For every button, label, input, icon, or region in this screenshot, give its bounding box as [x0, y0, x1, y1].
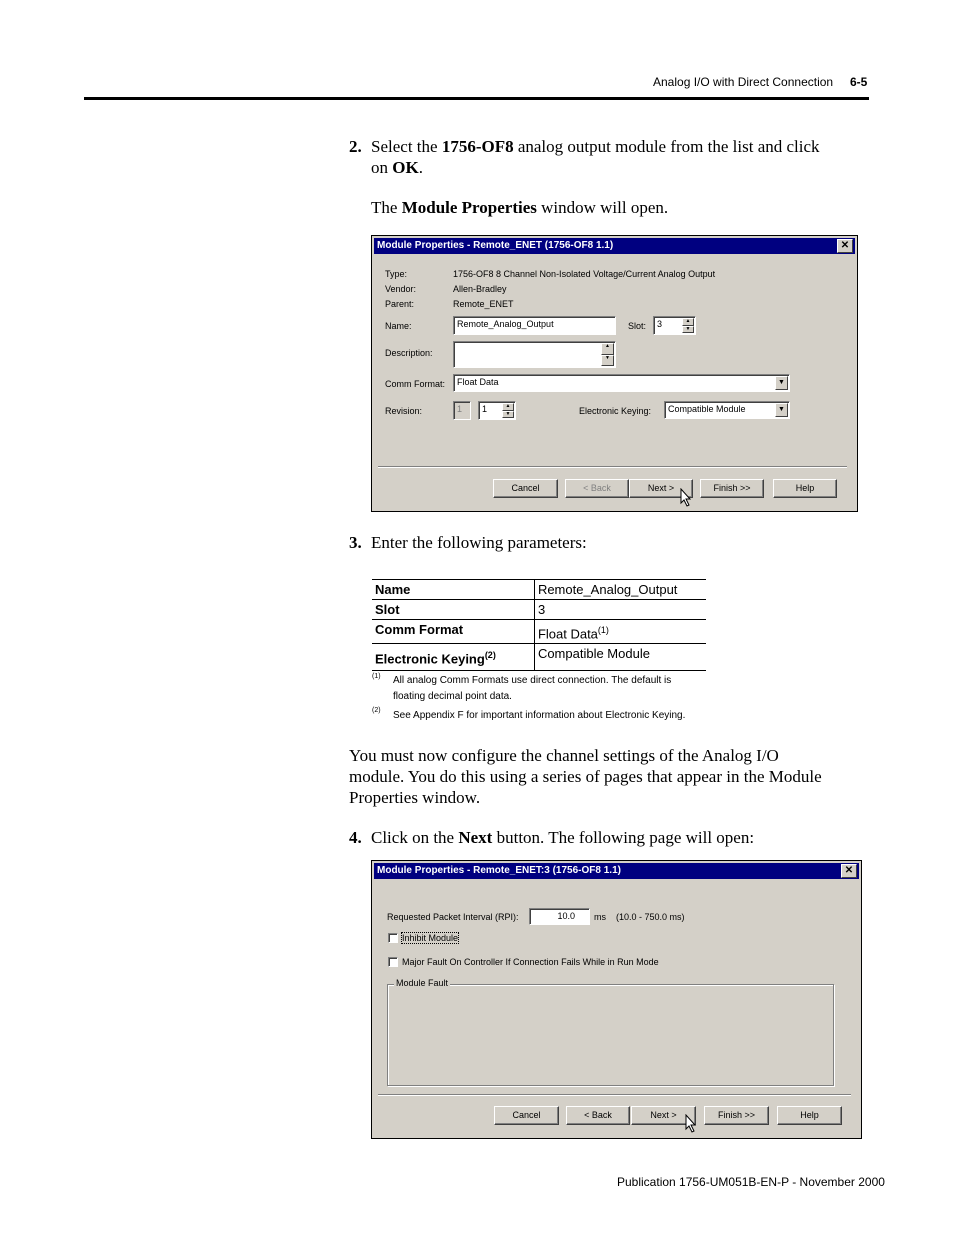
param-value: 3 [534, 600, 706, 620]
spin-up-icon[interactable]: ▲ [682, 318, 694, 326]
step-2-line1: Select the 1756-OF8 analog output module from the list and click [371, 137, 820, 156]
module-fault-group [387, 978, 834, 1086]
param-value: Compatible Module [534, 644, 706, 671]
rpi-input[interactable]: 10.0 [529, 908, 590, 925]
spin-down-icon[interactable]: ▼ [682, 326, 694, 334]
type-label: Type: [385, 269, 408, 279]
table-row [372, 620, 706, 644]
revision-minor-stepper[interactable] [478, 401, 516, 420]
publication-footer: Publication 1756-UM051B-EN-P - November 2000 [617, 1175, 885, 1189]
step-2-number: 2. [349, 137, 362, 156]
table-row [372, 644, 706, 671]
inhibit-module-label[interactable]: Inhibit Module [402, 933, 459, 943]
step-4 [349, 827, 869, 849]
footnote-2-mark: (2) [372, 707, 381, 714]
dialog-2-title: Module Properties - Remote_ENET:3 (1756-OF8 1.1) [377, 865, 621, 876]
comm-format-label: Comm Format: [385, 379, 446, 389]
param-value: Float Data$^{(1)}$ [534, 620, 706, 644]
param-key: Name [372, 580, 534, 600]
back-button[interactable]: < Back [565, 479, 629, 498]
description-input[interactable] [453, 341, 616, 368]
slot-label: Slot: [628, 321, 647, 331]
finish-button[interactable]: Finish >> [704, 1106, 769, 1125]
dialog-1-title: Module Properties - Remote_ENET (1756-OF8 1.1) [377, 240, 614, 251]
rpi-range: (10.0 - 750.0 ms) [616, 912, 685, 922]
close-icon[interactable]: ✕ [841, 864, 857, 878]
footnote-1-line2: floating decimal point data. [393, 691, 512, 702]
param-key: Electronic Keying$^{(2)}$ [372, 644, 534, 671]
revision-label: Revision: [385, 406, 423, 416]
chevron-down-icon[interactable]: ▼ [775, 376, 788, 390]
step-2-note: The Module Properties window will open. [371, 198, 669, 217]
channel-settings-paragraph: You must now configure the channel settings of the Analog I/O module. You do this using a series of pages that appear in the Module Properties window. [349, 746, 822, 807]
comm-format-select[interactable] [453, 374, 790, 392]
next-button[interactable]: Next > [629, 479, 693, 498]
rpi-unit: ms [594, 912, 606, 922]
step-2-line2: on OK. [371, 158, 423, 177]
cancel-button[interactable]: Cancel [494, 1106, 559, 1125]
revision-spin-buttons[interactable] [502, 403, 514, 418]
revision-minor-value: 1 [482, 404, 488, 414]
dialog-1-separator [378, 466, 847, 468]
step-3 [349, 532, 869, 554]
step-3-number: 3. [349, 533, 362, 552]
type-value: 1756-OF8 8 Channel Non-Isolated Voltage/Current Analog Output [453, 269, 716, 279]
step-3-text: Enter the following parameters: [371, 533, 587, 552]
table-row [372, 600, 706, 620]
cancel-button[interactable]: Cancel [493, 479, 558, 498]
header-section: Analog I/O with Direct Connection [653, 75, 834, 89]
footnote-1-mark: (1) [372, 673, 381, 680]
footnote-2-line1: See Appendix F for important information about Electronic Keying. [393, 710, 686, 721]
vendor-value: Allen-Bradley [453, 284, 507, 294]
module-fault-label: Module Fault [396, 978, 449, 988]
page-number: 6-5 [850, 75, 868, 89]
description-label: Description: [385, 348, 433, 358]
name-label: Name: [385, 321, 412, 331]
param-key: Comm Format [372, 620, 534, 644]
rpi-label: Requested Packet Interval (RPI): [387, 912, 519, 922]
spin-up-icon[interactable]: ▲ [502, 403, 514, 411]
module-id: 1756-OF8 [441, 137, 514, 156]
parent-label: Parent: [385, 299, 415, 309]
name-input[interactable]: Remote_Analog_Output [453, 316, 616, 335]
spin-down-icon[interactable]: ▼ [502, 411, 514, 419]
help-button[interactable]: Help [773, 479, 837, 498]
footnote-ref-1: (1) [597, 625, 609, 635]
scroll-up-icon[interactable]: ▲ [601, 343, 614, 355]
dialog-2-title-bar [374, 863, 859, 879]
mouse-pointer-icon [680, 488, 692, 508]
electronic-keying-select[interactable] [664, 401, 790, 419]
scroll-down-icon[interactable]: ▼ [601, 355, 614, 367]
param-key: Slot [372, 600, 534, 620]
slot-stepper[interactable] [653, 316, 696, 335]
revision-major-input: 1 [453, 401, 471, 420]
mouse-pointer-icon [685, 1114, 697, 1134]
param-value: Remote_Analog_Output [534, 580, 706, 600]
header-rule [84, 97, 869, 100]
vendor-label: Vendor: [385, 284, 417, 294]
major-fault-label[interactable]: Major Fault On Controller If Connection Fails While in Run Mode [402, 957, 659, 967]
module-properties-dialog-1 [371, 235, 858, 512]
dialog-2-separator [378, 1094, 851, 1096]
finish-button[interactable]: Finish >> [700, 479, 764, 498]
footnote-1-line1: All analog Comm Formats use direct connection. The default is [393, 675, 672, 686]
step-4-number: 4. [349, 828, 362, 847]
description-scrollbar[interactable] [601, 343, 614, 366]
parent-value: Remote_ENET [453, 299, 514, 309]
parameters-table [372, 579, 706, 671]
next-button[interactable]: Next > [631, 1106, 696, 1125]
table-row [372, 580, 706, 600]
footnote-ref-2: (2) [484, 650, 496, 661]
module-properties-dialog-2 [371, 860, 862, 1139]
inhibit-module-checkbox[interactable] [388, 933, 398, 943]
electronic-keying-value: Compatible Module [668, 404, 746, 414]
chevron-down-icon[interactable]: ▼ [775, 403, 788, 417]
slot-spin-buttons[interactable] [682, 318, 694, 333]
back-button[interactable]: < Back [566, 1106, 630, 1125]
help-button[interactable]: Help [777, 1106, 842, 1125]
dialog-1-title-bar [374, 238, 855, 254]
comm-format-value: Float Data [457, 377, 499, 387]
major-fault-checkbox[interactable] [388, 957, 398, 967]
running-header [653, 75, 833, 89]
step-4-text: Click on the Next button. The following page will open: [371, 828, 755, 847]
close-icon[interactable]: ✕ [837, 239, 853, 253]
electronic-keying-label: Electronic Keying: [579, 406, 652, 416]
slot-value: 3 [657, 319, 663, 329]
